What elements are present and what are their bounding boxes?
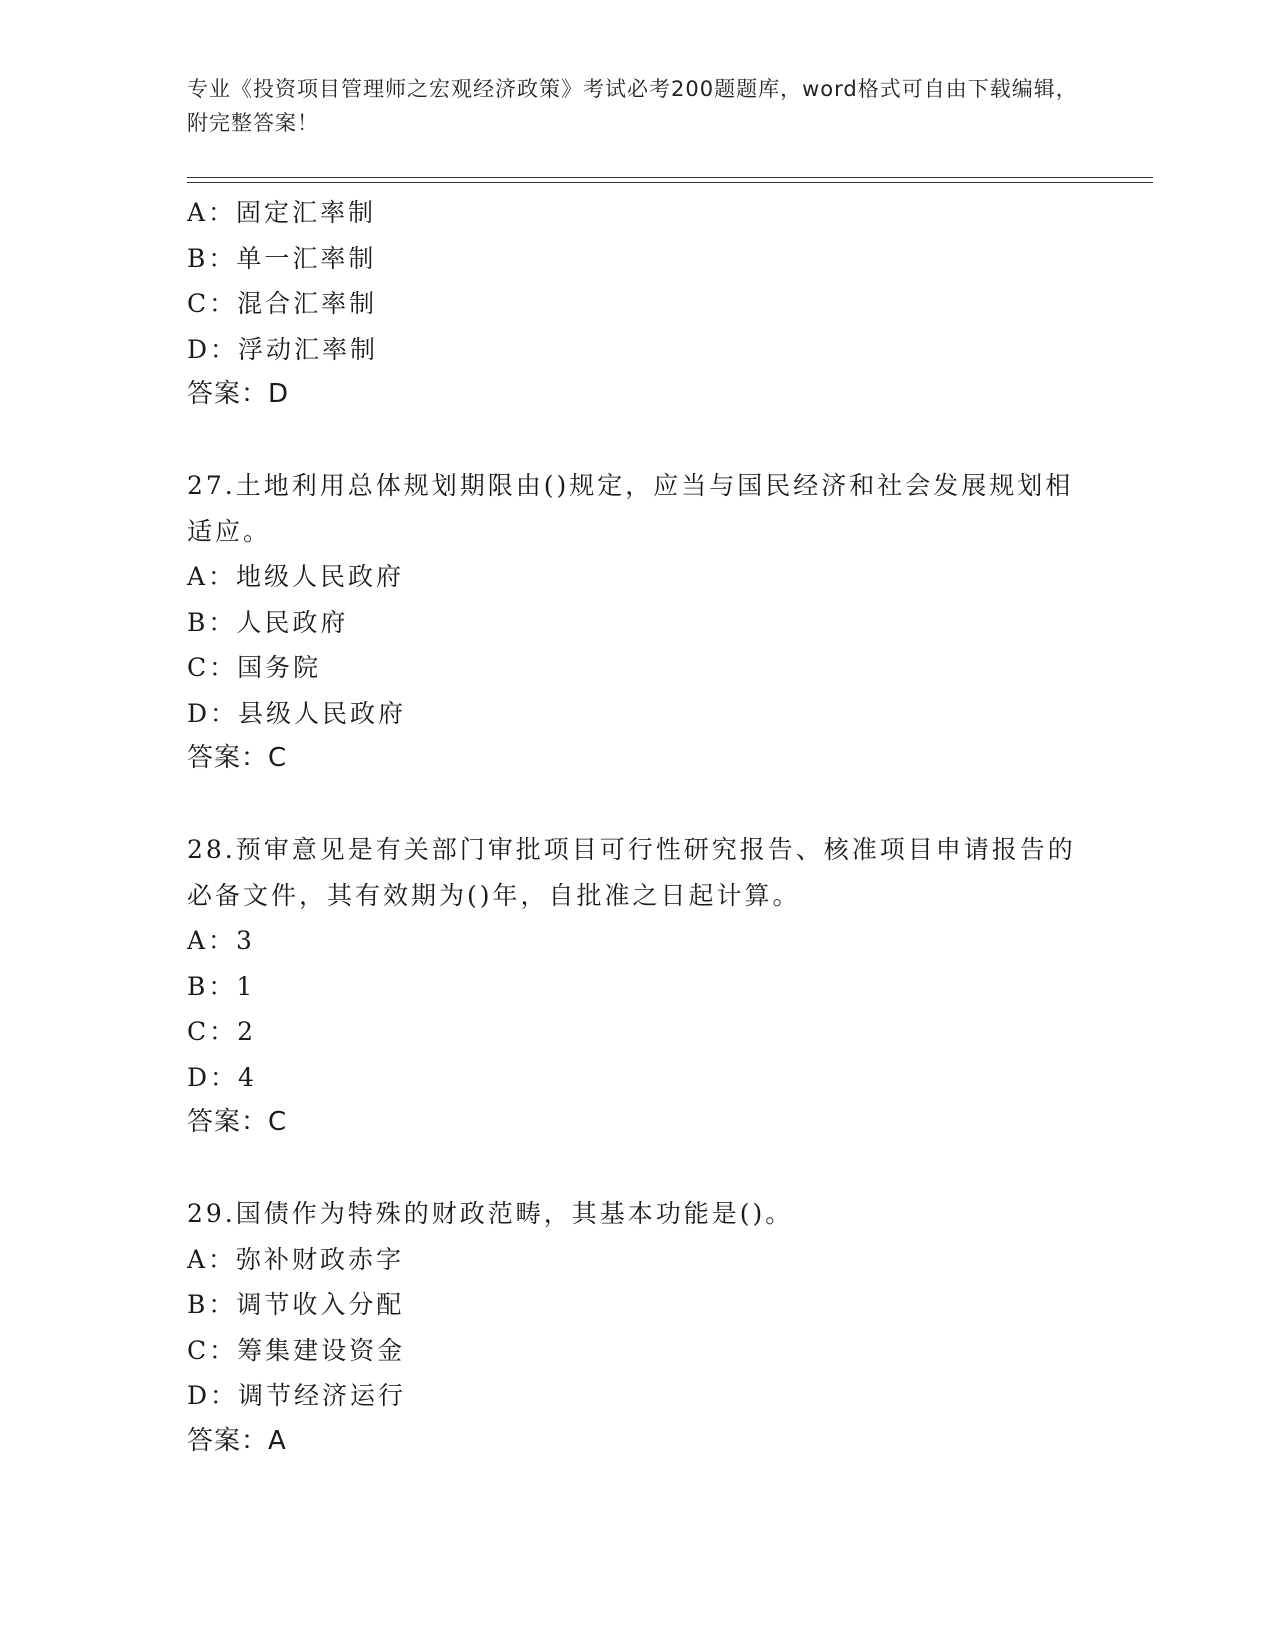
question-list [187,190,1087,1464]
option-b: B：单一汇率制 [187,243,377,273]
option-b: B：1 [187,971,256,1001]
answer: 答案：D [187,379,290,409]
option-c: C：混合汇率制 [187,289,378,318]
option-c: C：2 [187,1017,257,1046]
option-a: A：弥补财政赤字 [187,1244,405,1274]
answer: 答案：A [187,1425,287,1456]
option-d: D：调节经济运行 [187,1381,407,1410]
option-c: C：国务院 [187,653,322,682]
option-c: C：筹集建设资金 [187,1335,406,1365]
answer: 答案：C [187,1107,288,1137]
header-rule-top [187,177,1153,178]
option-d: D：浮动汇率制 [187,334,379,364]
spacer [187,782,1087,828]
option-b: B：调节收入分配 [187,1290,405,1319]
document-header: 专业《投资项目管理师之宏观经济政策》考试必考200题题库，word格式可自由下载编辑，附完整答案！ [187,77,1078,135]
option-b: B：人民政府 [187,607,349,637]
header-rule-bottom [187,182,1153,183]
spacer [187,1146,1087,1192]
question-28 [187,827,1087,1146]
answer: 答案：C [187,743,288,773]
question-text: 27.土地利用总体规划期限由()规定，应当与国民经济和社会发展规划相适应。 [187,471,1074,546]
option-a: A：3 [187,926,255,955]
question-26 [187,190,1087,418]
option-a: A：固定汇率制 [187,198,377,227]
option-d: D：4 [187,1062,257,1092]
question-text: 28.预审意见是有关部门审批项目可行性研究报告、核准项目申请报告的必备文件，其有效期为()年，自批准之日起计算。 [187,835,1076,910]
option-a: A：地级人民政府 [187,562,405,591]
question-29 [187,1191,1087,1464]
spacer [187,418,1087,464]
option-d: D：县级人民政府 [187,698,407,728]
question-27 [187,463,1087,782]
question-text: 29.国债作为特殊的财政范畴，其基本功能是()。 [187,1199,794,1228]
